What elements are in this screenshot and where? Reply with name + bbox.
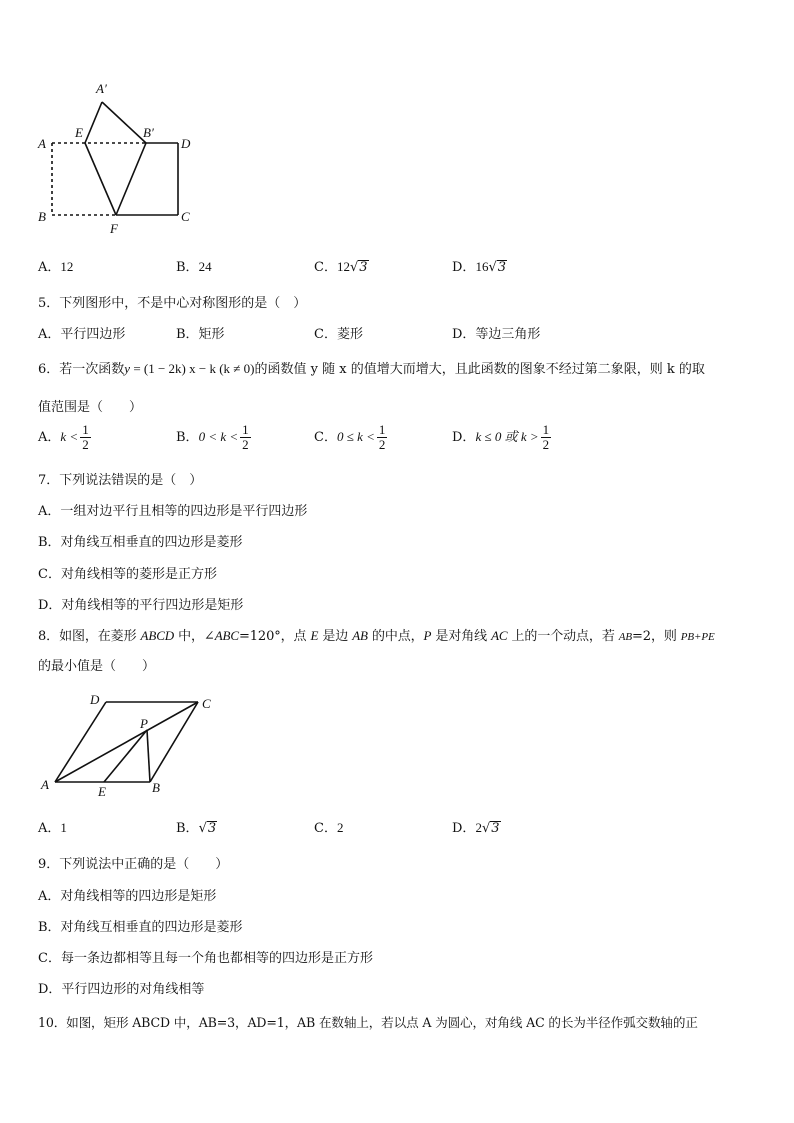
q4-option-d[interactable]: D．16√3 [452, 259, 507, 275]
q5-option-c[interactable]: C．菱形 [314, 327, 363, 342]
ef-line [85, 143, 116, 215]
q8-option-c[interactable]: C．2 [314, 820, 344, 836]
q6-option-c[interactable]: C．0 ≤ k < $\frac{1}{2}$ [314, 422, 386, 452]
q9-stem: 9．下列说法中正确的是（ ） [38, 857, 229, 872]
pb-line [147, 730, 150, 782]
sqrt-symbol-icon: √ [198, 821, 207, 836]
sqrt-symbol-icon: √ [488, 260, 497, 275]
b-prime-f-line [116, 143, 146, 215]
q7-option-a[interactable]: A．一组对边平行且相等的四边形是平行四边形 [38, 504, 308, 519]
label-a-prime: A′ [96, 81, 107, 96]
label-b: B [38, 209, 46, 224]
ac-diagonal [55, 702, 198, 782]
bc-line [150, 702, 198, 782]
fraction: $\frac{1}{2}$ [542, 422, 550, 452]
label-p: P [140, 716, 148, 731]
q7-stem: 7．下列说法错误的是（ ） [38, 473, 203, 488]
q6-option-d[interactable]: D．k ≤ 0 或 k > $\frac{1}{2}$ [452, 422, 550, 452]
q6-stem: 6．若一次函数y = (1 − 2k) x − k (k ≠ 0)的函数值 y 随 x 的值增大而增大，且此函数的图象不经过第二象限，则 k 的取 [38, 361, 705, 377]
q7-option-d[interactable]: D．对角线相等的平行四边形是矩形 [38, 598, 244, 613]
q8-stem-line2: 的最小值是（ ） [38, 659, 156, 674]
label-f: F [110, 221, 118, 236]
a-prime-e-line [85, 102, 102, 143]
label-b: B [152, 780, 160, 795]
fraction: $\frac{1}{2}$ [242, 422, 249, 452]
label-e: E [98, 784, 106, 799]
q6-option-a[interactable]: A．k < $\frac{1}{2}$ [38, 422, 89, 452]
pe-line [104, 730, 147, 782]
q5-stem: 5．下列图形中，不是中心对称图形的是（ ） [38, 296, 307, 311]
q7-option-b[interactable]: B．对角线互相垂直的四边形是菱形 [38, 535, 243, 550]
q8-stem: 8．如图，在菱形 ABCD 中，∠ABC=120°，点 E 是边 AB 的中点，P 是对角线 AC 上的一个动点，若 AB=2，则 PB+PE [38, 628, 715, 644]
q6-stem-line2: 值范围是（ ） [38, 400, 143, 415]
label-a: A [41, 777, 49, 792]
q4-option-b[interactable]: B．24 [176, 259, 212, 275]
da-line [55, 702, 106, 782]
q5-option-b[interactable]: B．矩形 [176, 327, 225, 342]
label-c: C [181, 209, 190, 224]
q8-option-a[interactable]: A．1 [38, 820, 67, 836]
label-b-prime: B′ [143, 125, 154, 140]
label-d: D [181, 136, 191, 151]
fraction: $\frac{1}{2}$ [82, 422, 89, 452]
q10-stem: 10．如图，矩形 ABCD 中，AB=3，AD=1，AB 在数轴上，若以点 A 为圆心，对角线 AC 的长为半径作弧交数轴的正 [38, 1015, 698, 1030]
label-d: D [90, 692, 100, 707]
q4-option-c[interactable]: C．12√3 [314, 259, 368, 275]
q9-option-b[interactable]: B．对角线互相垂直的四边形是菱形 [38, 920, 243, 935]
a-prime-b-prime-line [102, 102, 146, 143]
label-c: C [202, 696, 211, 711]
sqrt-symbol-icon: √ [349, 260, 359, 275]
q9-option-a[interactable]: A．对角线相等的四边形是矩形 [38, 889, 217, 904]
q8-option-b[interactable]: B．√3 [176, 821, 217, 836]
q5-option-d[interactable]: D．等边三角形 [452, 327, 541, 342]
q9-option-c[interactable]: C．每一条边都相等且每一个角也都相等的四边形是正方形 [38, 951, 373, 966]
fold-figure [30, 75, 210, 245]
sqrt-symbol-icon: √ [481, 821, 491, 836]
fraction: $\frac{1}{2}$ [378, 422, 386, 452]
q5-option-a[interactable]: A．平行四边形 [38, 327, 126, 342]
q8-option-d[interactable]: D．2√3 [452, 820, 500, 836]
rhombus-figure [30, 688, 230, 800]
q6-option-b[interactable]: B．0 < k < $\frac{1}{2}$ [176, 422, 249, 452]
q7-option-c[interactable]: C．对角线相等的菱形是正方形 [38, 567, 217, 582]
q9-option-d[interactable]: D．平行四边形的对角线相等 [38, 982, 205, 997]
label-a: A [38, 136, 46, 151]
q4-option-a[interactable]: A．12 [38, 259, 74, 275]
label-e: E [75, 125, 83, 140]
